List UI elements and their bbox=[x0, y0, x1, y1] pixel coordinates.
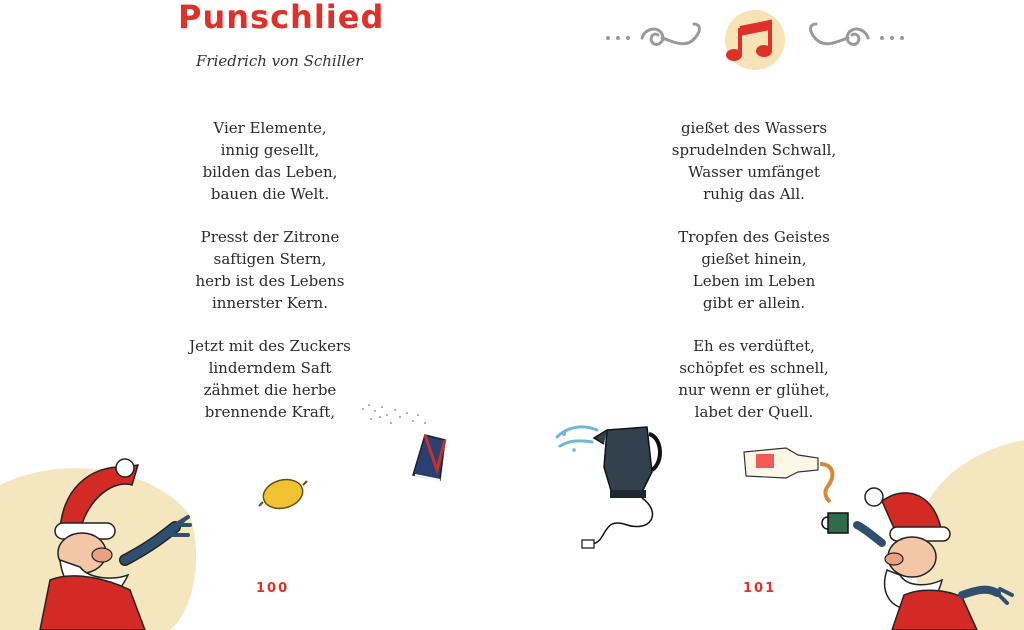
verse-line: gießet des Wassers bbox=[680, 119, 828, 137]
verse-line: Wasser umfänget bbox=[688, 163, 820, 181]
verse-line: gießet hinein, bbox=[701, 250, 807, 268]
verse-line: nur wenn er glühet, bbox=[678, 381, 830, 399]
verse-line: innerster Kern. bbox=[212, 294, 328, 312]
verse-line: bauen die Welt. bbox=[210, 185, 330, 203]
verse-line: herb ist des Lebens bbox=[195, 272, 345, 290]
stanza-1 bbox=[170, 117, 370, 205]
sugar-bag-icon bbox=[355, 395, 455, 490]
verse-line: brennende Kraft, bbox=[204, 403, 336, 421]
verse-line: saftigen Stern, bbox=[213, 250, 327, 268]
verse-line: zähmet die herbe bbox=[203, 381, 337, 399]
verse-line: linderndem Saft bbox=[208, 359, 332, 377]
page-number-left: 100 bbox=[256, 581, 290, 596]
verse-line: Leben im Leben bbox=[692, 272, 816, 290]
verse-line: Tropfen des Geistes bbox=[678, 228, 830, 246]
kettle-icon bbox=[552, 412, 692, 552]
stanza-3 bbox=[170, 335, 370, 423]
verse-line: gibt er allein. bbox=[702, 294, 806, 312]
stanza-6 bbox=[654, 335, 854, 423]
stanza-2 bbox=[170, 226, 370, 314]
verse-line: schöpfet es schnell, bbox=[679, 359, 829, 377]
santa-illustration-right bbox=[812, 475, 1024, 630]
stanza-5 bbox=[654, 226, 854, 314]
poem-author: Friedrich von Schiller bbox=[196, 52, 363, 70]
right-page bbox=[512, 0, 1024, 630]
ornament-header bbox=[600, 10, 910, 70]
verse-line: Presst der Zitrone bbox=[200, 228, 340, 246]
verse-line: Vier Elemente, bbox=[213, 119, 327, 137]
verse-line: sprudelnden Schwall, bbox=[671, 141, 837, 159]
poem-title: Punschlied bbox=[178, 0, 385, 36]
verse-line: Jetzt mit des Zuckers bbox=[189, 337, 351, 355]
verse-line: bilden das Leben, bbox=[202, 163, 338, 181]
verse-line: innig gesellt, bbox=[220, 141, 320, 159]
stanza-4 bbox=[654, 117, 854, 205]
verse-line: labet der Quell. bbox=[694, 403, 814, 421]
verse-line: ruhig das All. bbox=[703, 185, 805, 203]
mug-icon bbox=[828, 513, 848, 533]
page-number-right: 101 bbox=[743, 581, 777, 596]
santa-illustration-left bbox=[20, 455, 195, 630]
verse-line: Eh es verdüftet, bbox=[693, 337, 815, 355]
lemon-icon bbox=[258, 472, 310, 514]
